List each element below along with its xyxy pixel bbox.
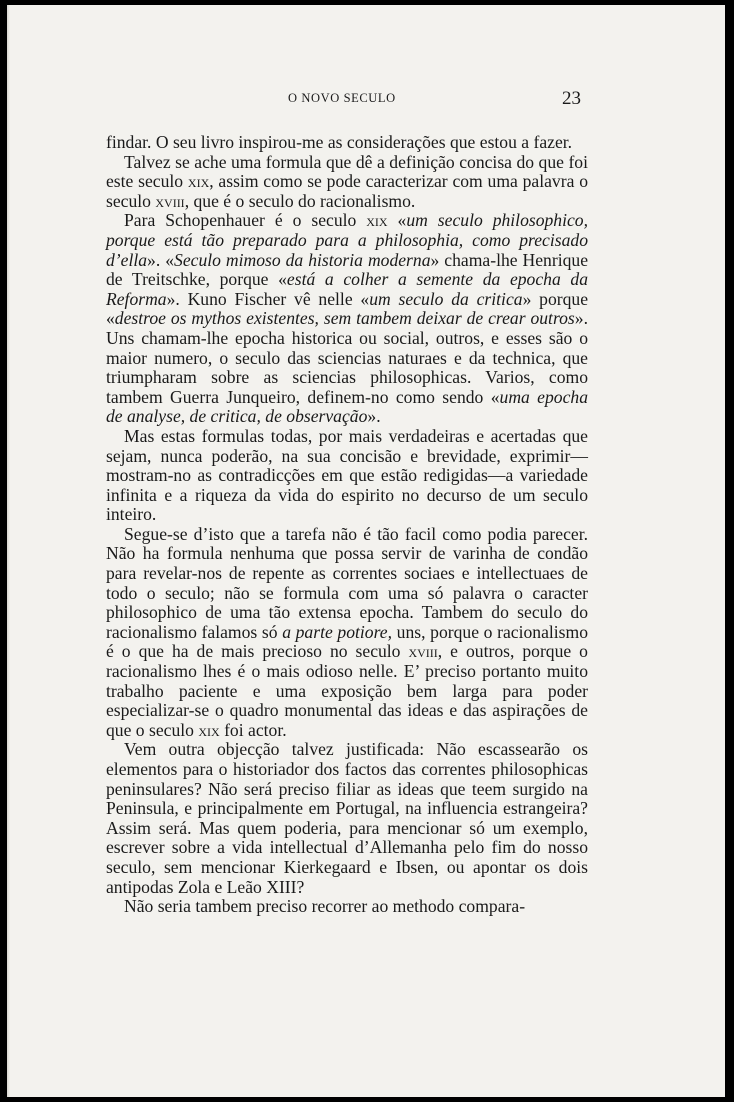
book-page: [7, 5, 725, 1097]
page-edge-shadow: [7, 5, 10, 1097]
paragraph: [106, 153, 588, 212]
text-run: Talvez se ache uma formula que dê a definição concisa do que foi este seculo: [106, 151, 588, 192]
italic-text: Seculo mimoso da historia moderna: [174, 249, 431, 270]
roman-numeral: xviii: [408, 641, 438, 662]
italic-text: destroe os mythos existentes, sem tambem deixar de crear outros: [114, 308, 575, 329]
text-run: , que é o seculo do racionalismo.: [184, 190, 416, 211]
text-run: foi actor.: [219, 719, 287, 740]
paragraph: [106, 525, 588, 741]
paragraph: [106, 133, 588, 153]
text-run: «: [387, 210, 407, 231]
text-run: ». «: [147, 249, 175, 270]
roman-numeral: xix: [187, 171, 210, 192]
text-run: Segue-se d’isto que a tarefa não é tão facil como podia parecer. Não ha formula nenhuma que possa servir de varinha de condão para revelar-nos de repente as correntes sociaes e intellectuaes de todo o seculo; não se formula com uma só palavra o caracter philosophico de uma tão extensa epocha. Tambem do seculo do racionalismo falamos só: [106, 523, 588, 642]
text-run: ». Kuno Fischer vê nelle «: [166, 288, 370, 309]
roman-numeral: xviii: [155, 190, 185, 211]
italic-text: a parte potiore,: [282, 621, 393, 642]
paragraph: [106, 897, 588, 917]
text-run: Não seria tambem preciso recorrer ao methodo compara-: [124, 896, 526, 917]
roman-numeral: xix: [198, 719, 220, 740]
text-run: Vem outra objecção talvez justificada: Não escassearão os elementos para o historiador dos factos das correntes philosophicas peninsulares? Não será preciso filiar as ideas que teem surgido na Peninsula, e principalmente em Portugal, na influencia estrangeira? Assim será. Mas quem poderia, para mencionar só um exemplo, escrever sobre a vida intellectual d’Allemanha pelo fim do nosso seculo, sem mencionar Kierkegaard e Ibsen, ou apontar os dois antipodas Zola e Leão XIII?: [106, 739, 588, 897]
text-run: » chama-lhe Henrique de Treitschke, porque «: [106, 249, 589, 290]
text-run: , e outros, porque o racionalismo lhes é o mais odioso nelle. E’ preciso portanto muito trabalho paciente e uma exposição bem larga para poder especializar-se o quadro monumental das ideas e das aspirações de que o seculo: [106, 641, 588, 740]
text-run: Mas estas formulas todas, por mais verdadeiras e acertadas que sejam, nunca poderão, na sua concisão e brevidade, exprimir—mostram-no as contradicções em que estão redigidas—a variedade infinita e a riqueza da vida do espirito no decurso de um seculo inteiro.: [106, 425, 588, 525]
italic-text: está a colher a semente da epocha da Reforma: [106, 269, 588, 309]
italic-text: uma epocha de analyse, de critica, de observação: [106, 386, 588, 427]
page-number: 23: [562, 88, 581, 109]
running-title: O NOVO SECULO: [288, 91, 396, 105]
text-run: findar. O seu livro inspirou-me as considerações que estou a fazer.: [106, 132, 573, 152]
text-run: ».: [367, 406, 381, 427]
italic-text: um seculo philosophico, porque está tão preparado para a philosophia, como precisado d’ella: [106, 210, 588, 270]
running-head: [7, 88, 725, 111]
paragraph: [106, 740, 588, 897]
paragraph: [106, 211, 588, 427]
roman-numeral: xix: [366, 210, 388, 231]
text-run: uns, porque o racionalismo é o que ha de mais precioso no seculo: [106, 621, 589, 662]
paragraph: [106, 427, 588, 525]
text-run: » porque «: [106, 288, 589, 329]
text-run: ». Uns chamam-lhe epocha historica ou social, outros, e esses são o maior numero, o seculo das sciencias naturaes e da technica, que triumpharam sobre as sciencias philosophicas. Varios, como tambem Guerra Junqueiro, definem-no como sendo «: [106, 308, 588, 407]
body-text: [106, 133, 588, 917]
text-run: , assim como se pode caracterizar com uma palavra o seculo: [106, 171, 588, 211]
italic-text: um seculo da critica: [369, 288, 523, 309]
page-frame: [7, 5, 725, 1097]
text-run: Para Schopenhauer é o seculo: [124, 210, 367, 231]
